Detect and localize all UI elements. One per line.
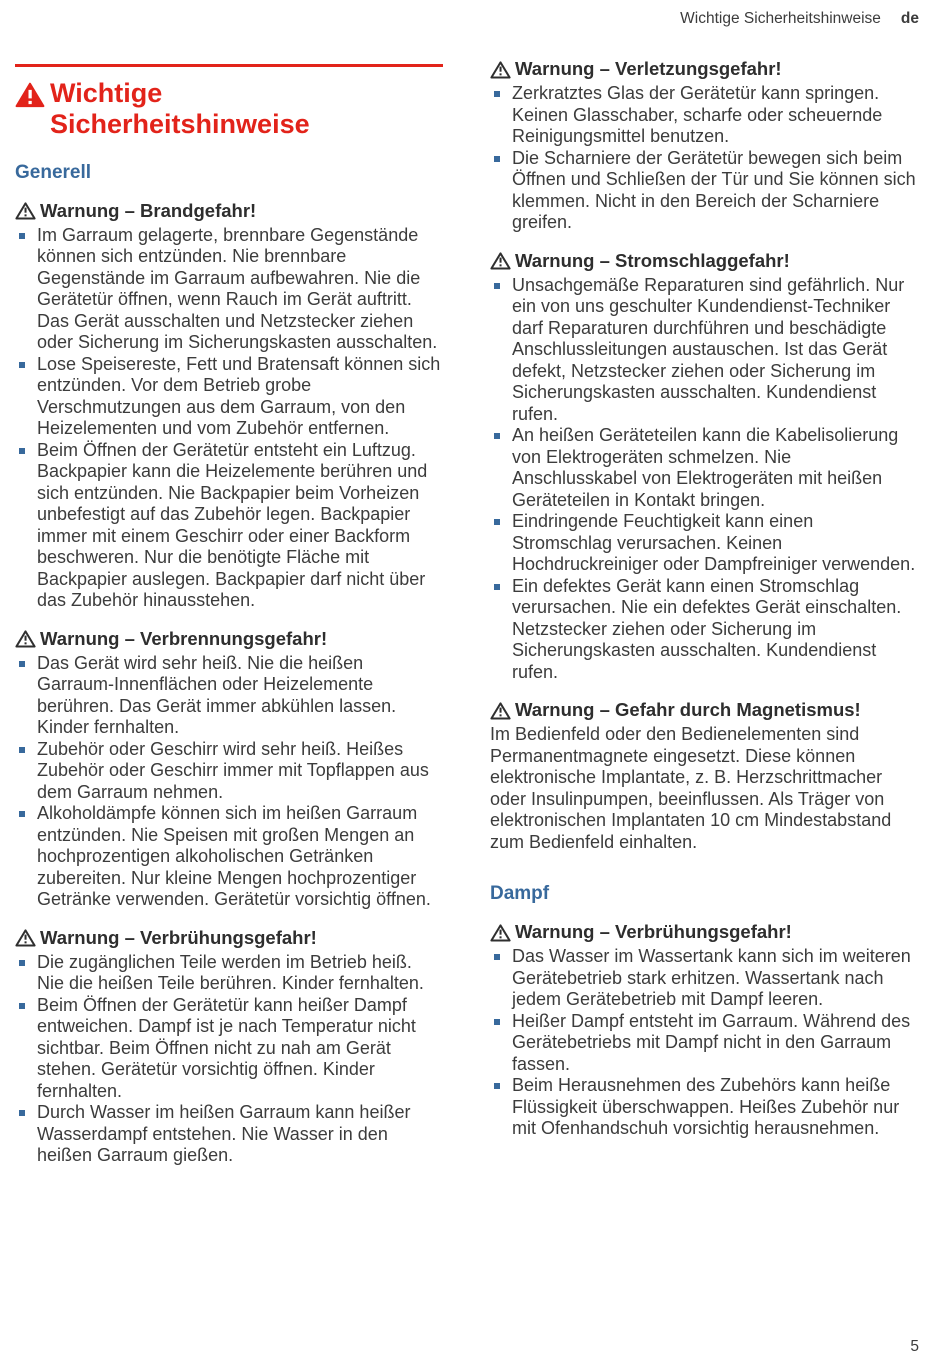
- warning-triangle-icon: [490, 251, 511, 270]
- bullet-item: [490, 83, 918, 148]
- bullet-square-icon: [19, 448, 25, 454]
- bullet-text: Das Gerät wird sehr heiß. Nie die heißen Garraum-Innenflächen oder Heizelemente berühren. Das Gerät immer abkühlen lassen. Kinder fernhalten.: [37, 652, 397, 737]
- bullet-square-icon: [19, 747, 25, 753]
- warning-triangle-icon: [15, 629, 36, 648]
- language-code: de: [900, 10, 919, 27]
- warning-title: Warnung – Verbrühungsgefahr!: [515, 921, 792, 942]
- bullet-item: [15, 1102, 443, 1167]
- warning-title: Warnung – Gefahr durch Magnetismus!: [515, 699, 861, 720]
- warning-title: Warnung – Verbrennungsgefahr!: [40, 627, 328, 649]
- bullet-text: Lose Speisereste, Fett und Bratensaft können sich entzünden. Vor dem Betrieb grobe Verschmutzungen aus dem Garraum, von den Heizelementen und vom Zubehör entfernen.: [37, 353, 441, 438]
- warning-heading: [15, 200, 443, 222]
- warning-heading: [15, 628, 443, 650]
- warning-block-stromschlaggefahr: [490, 250, 918, 684]
- bullet-item: [15, 995, 443, 1103]
- bullet-text: Die zugänglichen Teile werden im Betrieb heiß. Nie die heißen Teile berühren. Kinder fernhalten.: [37, 951, 424, 993]
- bullet-list: [490, 83, 918, 234]
- left-column: [15, 58, 443, 1167]
- bullet-item: [490, 511, 918, 576]
- warning-title: Warnung – Verbrühungsgefahr!: [40, 926, 317, 948]
- bullet-square-icon: [19, 661, 25, 667]
- bullet-item: [490, 946, 918, 1011]
- bullet-text: Im Garraum gelagerte, brennbare Gegenstände können sich entzünden. Nie brennbare Gegenstände im Garraum aufbewahren. Nie die Gerätetür öffnen, wenn Rauch im Gerät auftritt. Das Gerät ausschalten und Netzstecker ziehen oder Sicherung im Sicherungskasten ausschalten.: [37, 224, 438, 352]
- bullet-text: Ein defektes Gerät kann einen Stromschlag verursachen. Nie ein defektes Gerät einschalten. Netzstecker ziehen oder Sicherung im Sicherungskasten ausschalten. Kundendienst rufen.: [512, 575, 902, 682]
- page-number: 5: [910, 1338, 919, 1355]
- bullet-square-icon: [19, 1110, 25, 1116]
- bullet-text: An heißen Geräteteilen kann die Kabelisolierung von Elektrogeräten schmelzen. Nie Anschlusskabel von Elektrogeräten mit heißen Geräteteilen in Kontakt bringen.: [512, 425, 899, 510]
- warning-block-verletzungsgefahr: [490, 58, 918, 234]
- bullet-text: Durch Wasser im heißen Garraum kann heißer Wasserdampf entstehen. Nie Wasser in den heißen Garraum gießen.: [37, 1102, 411, 1165]
- running-title: Wichtige Sicherheitshinweise: [680, 10, 881, 27]
- bullet-square-icon: [19, 362, 25, 368]
- right-column: [490, 58, 918, 1167]
- bullet-text: Die Scharniere der Gerätetür bewegen sich beim Öffnen und Schließen der Tür und Sie können sich klemmen. Nicht in den Bereich der Scharniere greifen.: [512, 147, 916, 232]
- bullet-square-icon: [494, 283, 500, 289]
- warning-block-verbruehungsgefahr-generell: [15, 927, 443, 1167]
- bullet-list: [15, 653, 443, 911]
- warning-heading: [490, 699, 918, 721]
- bullet-square-icon: [494, 91, 500, 97]
- bullet-text: Unsachgemäße Reparaturen sind gefährlich. Nur ein von uns geschulter Kundendienst-Techniker darf Reparaturen durchführen und beschädigte Anschlussleitungen austauschen. Ist das Gerät defekt, Netzstecker ziehen oder Sicherung im Sicherungskasten ausschalten. Kundendienst rufen.: [512, 274, 905, 424]
- warning-heading: [490, 250, 918, 272]
- bullet-item: [15, 803, 443, 911]
- warning-block-magnetismus: [490, 699, 918, 853]
- bullet-item: [15, 225, 443, 354]
- section-heading-generell: Generell: [15, 161, 92, 183]
- bullet-square-icon: [494, 1019, 500, 1025]
- warning-triangle-icon: [15, 928, 36, 947]
- bullet-item: [15, 952, 443, 995]
- title-row: [15, 78, 443, 140]
- bullet-item: [490, 1011, 918, 1076]
- bullet-square-icon: [494, 519, 500, 525]
- bullet-text: Das Wasser im Wassertank kann sich im weiteren Gerätebetrieb stark erhitzen. Wassertank nach jedem Gerätebetrieb mit Dampf leeren.: [512, 946, 911, 1009]
- warning-heading: [490, 58, 918, 80]
- warning-heading: [490, 921, 918, 943]
- warning-block-verbruehungsgefahr-dampf: [490, 921, 918, 1140]
- warning-block-brandgefahr: [15, 200, 443, 612]
- warning-paragraph: Im Bedienfeld oder den Bedienelementen sind Permanentmagnete eingesetzt. Diese können elektronische Implantate, z. B. Herzschrittmacher oder Insulinpumpen, beeinflussen. Als Träger von elektronischen Implantaten 10 cm Mindestabstand zum Bedienfeld einhalten.: [490, 724, 892, 852]
- bullet-item: [490, 425, 918, 511]
- bullet-list: [15, 225, 443, 612]
- bullet-item: [15, 354, 443, 440]
- bullet-text: Beim Öffnen der Gerätetür entsteht ein Luftzug. Backpapier kann die Heizelemente berühren und sich entzünden. Nie Backpapier beim Vorheizen unbefestigt auf das Zubehör legen. Backpapier immer mit einem Geschirr oder einer Backform beschweren. Nur die benötigte Fläche mit Backpapier auslegen. Backpapier darf nicht über das Zubehör hinausstehen.: [37, 439, 428, 610]
- bullet-square-icon: [19, 1003, 25, 1009]
- bullet-item: [15, 653, 443, 739]
- bullet-square-icon: [19, 811, 25, 817]
- title-block: [15, 64, 443, 140]
- warning-heading: [15, 927, 443, 949]
- bullet-text: Alkoholdämpfe können sich im heißen Garraum entzünden. Nie Speisen mit großen Mengen an hochprozentigen alkoholischen Getränken zubereiten. Nur kleine Mengen hochprozentiger Getränke verwenden. Gerätetür vorsichtig öffnen.: [37, 803, 431, 909]
- title-rule: [15, 64, 443, 67]
- bullet-text: Heißer Dampf entsteht im Garraum. Während des Gerätebetriebs mit Dampf nicht in den Garraum fassen.: [512, 1010, 911, 1074]
- bullet-square-icon: [494, 433, 500, 439]
- bullet-square-icon: [19, 960, 25, 966]
- warning-title: Warnung – Stromschlaggefahr!: [515, 249, 790, 271]
- bullet-item: [490, 275, 918, 426]
- bullet-square-icon: [494, 584, 500, 590]
- bullet-item: [490, 148, 918, 234]
- bullet-square-icon: [19, 233, 25, 239]
- bullet-list: [490, 275, 918, 684]
- bullet-item: [490, 576, 918, 684]
- warning-title: Warnung – Brandgefahr!: [40, 199, 257, 221]
- warning-triangle-icon: [490, 701, 511, 720]
- warning-triangle-icon: [15, 81, 45, 108]
- bullet-square-icon: [494, 1083, 500, 1089]
- bullet-text: Zerkratztes Glas der Gerätetür kann springen. Keinen Glasschaber, scharfe oder scheuernde Reinigungsmittel benutzen.: [512, 83, 883, 146]
- warning-triangle-icon: [490, 60, 511, 79]
- bullet-text: Beim Öffnen der Gerätetür kann heißer Dampf entweichen. Dampf ist je nach Temperatur nicht sichtbar. Beim Öffnen nicht zu nah am Gerät stehen. Gerätetür vorsichtig öffnen. Kinder fernhalten.: [37, 994, 416, 1101]
- bullet-text: Beim Herausnehmen des Zubehörs kann heiße Flüssigkeit überschwappen. Heißes Zubehör nur mit Ofenhandschuh vorsichtig herausnehmen.: [512, 1075, 900, 1138]
- bullet-text: Zubehör oder Geschirr wird sehr heiß. Heißes Zubehör oder Geschirr immer mit Topflappen aus dem Garraum nehmen.: [37, 738, 429, 802]
- content-columns: [15, 58, 918, 1167]
- warning-triangle-icon: [490, 923, 511, 942]
- bullet-list: [15, 952, 443, 1167]
- page-title: Wichtige Sicherheitshinweise: [50, 77, 310, 139]
- bullet-item: [15, 739, 443, 804]
- bullet-list: [490, 946, 918, 1140]
- warning-title: Warnung – Verletzungsgefahr!: [515, 58, 782, 79]
- section-heading-dampf: Dampf: [490, 883, 550, 904]
- bullet-square-icon: [494, 156, 500, 162]
- warning-block-verbrennungsgefahr: [15, 628, 443, 911]
- warning-triangle-icon: [15, 201, 36, 220]
- bullet-square-icon: [494, 954, 500, 960]
- bullet-item: [490, 1075, 918, 1140]
- bullet-item: [15, 440, 443, 612]
- running-header: [680, 10, 919, 28]
- bullet-text: Eindringende Feuchtigkeit kann einen Stromschlag verursachen. Keinen Hochdruckreiniger oder Dampfreiniger verwenden.: [512, 511, 916, 574]
